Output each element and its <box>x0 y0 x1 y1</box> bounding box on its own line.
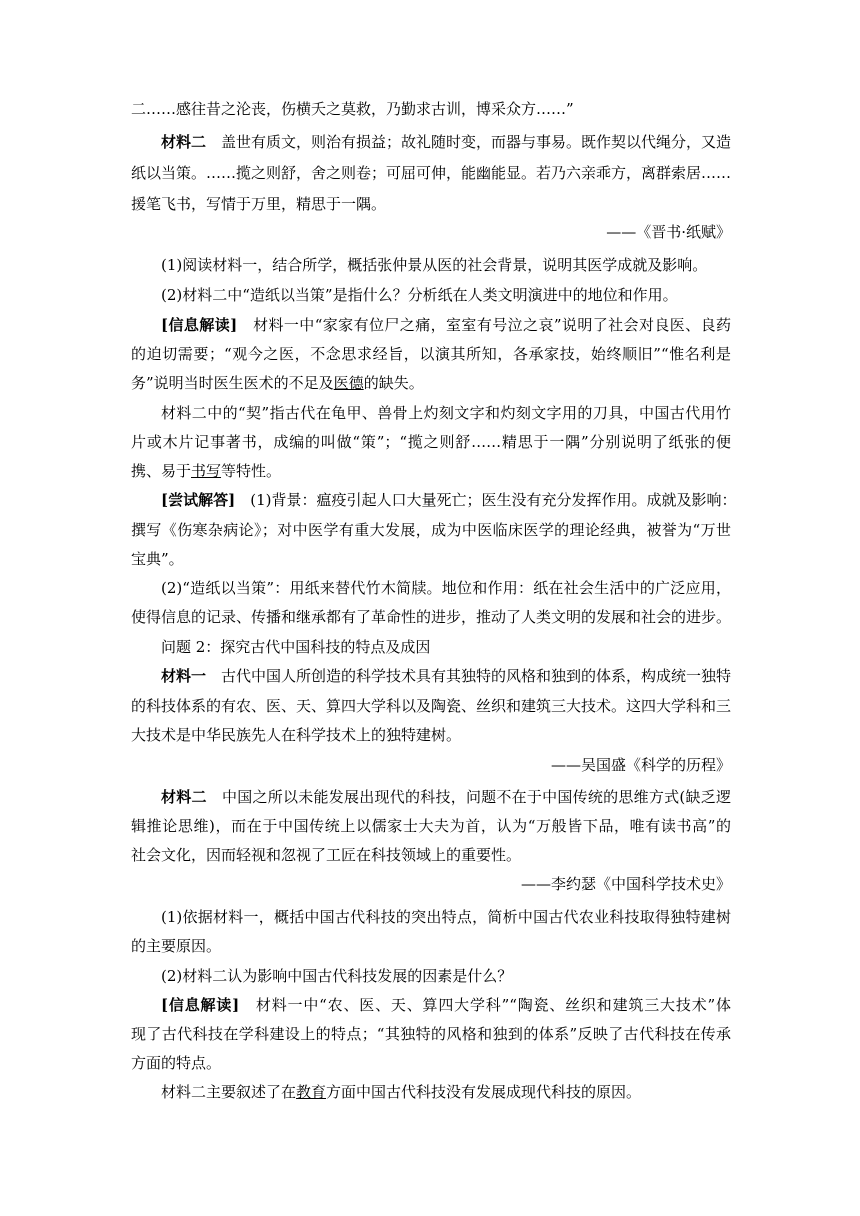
text-line: 的主要原因。 <box>131 937 222 955</box>
text-line: 方面的特点。 <box>131 1054 222 1072</box>
text-span: 中国之所以未能发展出现代的科技，问题不在于中国传统的思维方式(缺乏逻 <box>222 788 731 806</box>
text-line: 社会文化，因而轻视和忽视了工匠在科技领域上的重要性。 <box>131 846 522 864</box>
underlined-keyword: 书写 <box>191 462 222 480</box>
info-label: [信息解读] <box>161 316 238 334</box>
material-1-line <box>161 666 731 686</box>
text-span: 古代中国人所创造的科学技术具有其独特的风格和独到的体系，构成统一独特 <box>221 667 732 685</box>
text-line: 撰写《伤寒杂病论》；对中医学有重大发展，成为中医临床医学的理论经典，被誉为“万世 <box>131 521 731 539</box>
text-line: 辑推论思维)，而在于中国传统上以儒家士大夫为首，认为“万般皆下品，唯有读书高”的 <box>131 817 731 835</box>
material-2-line <box>161 787 731 807</box>
info-label: [信息解读] <box>161 996 240 1014</box>
source-citation: ——吴国盛《科学的历程》 <box>550 756 731 774</box>
text-span: 材料二主要叙述了在 <box>161 1083 297 1101</box>
text-span: 的缺失。 <box>363 374 424 392</box>
text-line: 宝典”。 <box>131 550 184 568</box>
material-label: 材料二 <box>161 133 207 151</box>
text-line: (2)“造纸以当策”：用纸来替代竹木简牍。地位和作用：纸在社会生活中的广泛应用， <box>161 579 731 597</box>
text-line <box>131 461 731 481</box>
underlined-keyword: 医德 <box>333 374 364 392</box>
source-citation: ——《晋书·纸赋》 <box>606 223 731 241</box>
underlined-keyword: 教育 <box>296 1083 327 1101</box>
material-label: 材料二 <box>161 788 207 806</box>
text-line: 大技术是中华民族先人在科学技术上的独特建树。 <box>131 726 462 744</box>
question-1: (1)依据材料一，概括中国古代科技的突出特点，简析中国古代农业科技取得独特建树 <box>161 908 731 926</box>
text-line: 使得信息的记录、传播和继承都有了革命性的进步，推动了人类文明的发展和社会的进步。 <box>131 608 732 626</box>
question-2: (2)材料二认为影响中国古代科技发展的因素是什么？ <box>161 967 513 985</box>
text-line: 片或木片记事著书，成编的叫做“策”；“揽之则舒……精思于一隅”分别说明了纸张的便 <box>131 433 731 451</box>
material-2-line <box>161 132 731 152</box>
text-span: (1)背景：瘟疫引起人口大量死亡；医生没有充分发挥作用。成就及影响： <box>250 491 737 509</box>
material-label: 材料一 <box>161 667 207 685</box>
text-line: 二……感往昔之沦丧，伤横夭之莫救，乃勤求古训，博采众方……” <box>131 100 574 118</box>
attempt-answer-line <box>161 490 737 510</box>
info-interpretation-line <box>161 995 731 1015</box>
text-span: 材料一中“家家有位尸之痛，室室有号泣之哀”说明了社会对良医、良药 <box>253 316 731 334</box>
text-span: 务”说明当时医生医术的不足及 <box>131 374 334 392</box>
text-span: 材料一中“农、医、天、算四大学科”“陶瓷、丝织和建筑三大技术”体 <box>255 996 731 1014</box>
text-line: 的迫切需要；“观今之医，不念思求经旨，以演其所知，各承家技，始终顺旧”“惟名利是 <box>131 345 731 363</box>
text-span: 携、易于 <box>131 462 192 480</box>
text-line: 纸以当策。……揽之则舒，舍之则卷；可屈可伸，能幽能显。若乃六亲乖方，离群索居…… <box>131 164 732 182</box>
answer-label: [尝试解答] <box>161 491 236 509</box>
text-span: 等特性。 <box>221 462 282 480</box>
question-1: (1)阅读材料一，结合所学，概括张仲景从医的社会背景，说明其医学成就及影响。 <box>161 256 708 274</box>
text-span: 方面中国古代科技没有发展成现代科技的原因。 <box>326 1083 642 1101</box>
source-citation: ——李约瑟《中国科学技术史》 <box>520 875 731 893</box>
info-interpretation-line <box>161 315 731 335</box>
text-line: 的科技体系的有农、医、天、算四大学科以及陶瓷、丝织和建筑三大技术。这四大学科和三 <box>131 697 732 715</box>
text-line: 现了古代科技在学科建设上的特点；“其独特的风格和独到的体系”反映了古代科技在传承 <box>131 1025 731 1043</box>
question-2: (2)材料二中“造纸以当策”是指什么？分析纸在人类文明演进中的地位和作用。 <box>161 286 678 304</box>
problem-2-heading: 问题 2：探究古代中国科技的特点及成因 <box>161 638 431 656</box>
text-line <box>161 1082 731 1102</box>
text-line: 援笔飞书，写情于万里，精思于一隅。 <box>131 195 387 213</box>
text-line: 材料二中的“契”指古代在龟甲、兽骨上灼刻文字和灼刻文字用的刀具，中国古代用竹 <box>161 404 731 422</box>
text-span: 盖世有质文，则治有损益；故礼随时变，而器与事易。既作契以代绳分，又造 <box>221 133 732 151</box>
text-line <box>131 373 731 393</box>
